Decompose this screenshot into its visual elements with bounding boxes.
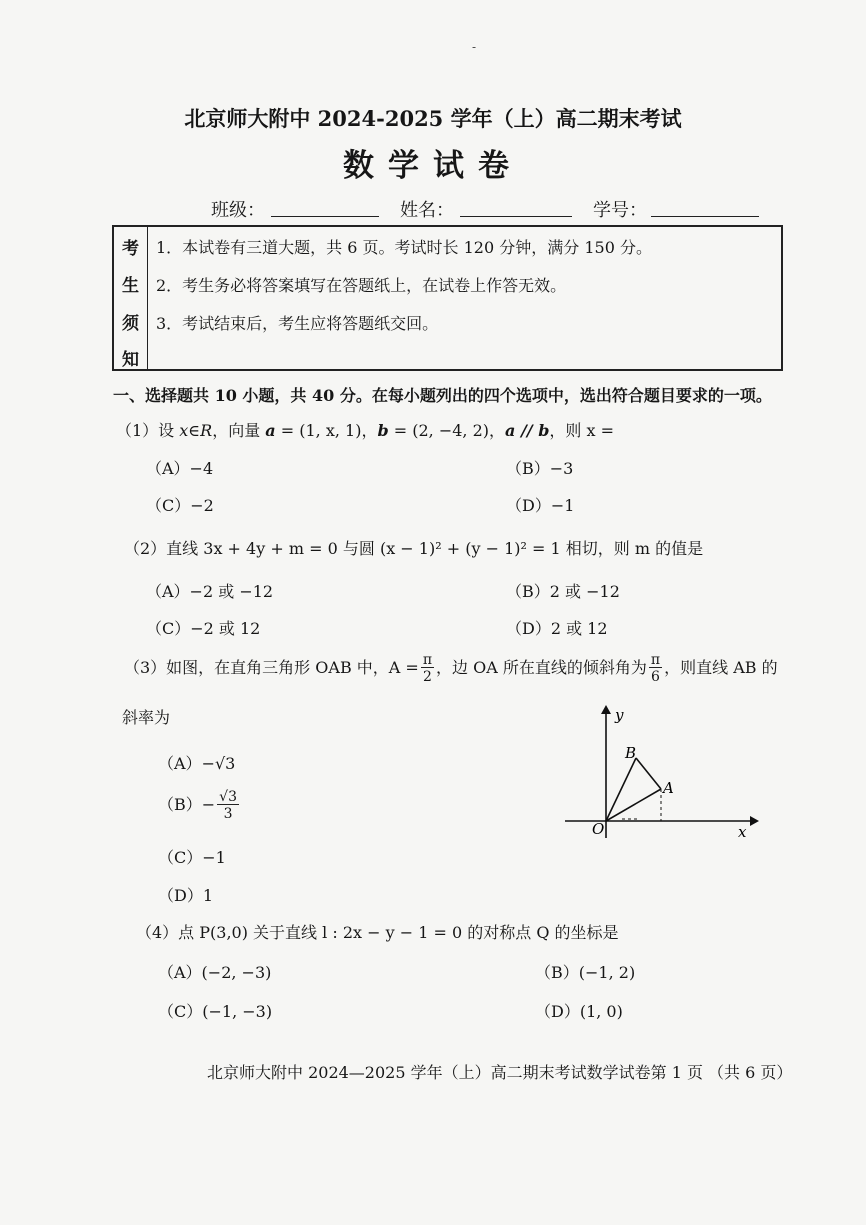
- section-heading: 一、选择题共 10 小题，共 40 分。在每小题列出的四个选项中，选出符合题目要求的一项。: [113, 386, 772, 405]
- question-1-option-a: （A）−4: [146, 459, 214, 478]
- question-4-stem: （4）点 P(3,0) 关于直线 l : 2x − y − 1 = 0 的对称点 Q 的坐标是: [136, 923, 619, 942]
- question-1-option-c: （C）−2: [146, 496, 214, 515]
- notice-heading-column: [114, 227, 148, 369]
- question-2-option-b: （B）2 或 −12: [506, 582, 620, 601]
- notice-heading-char: 生: [122, 276, 139, 296]
- question-3-option-d: （D）1: [158, 886, 214, 905]
- id-label: 学号：: [593, 200, 647, 221]
- question-3-stem-continued: 斜率为: [122, 708, 171, 727]
- question-4-option-c: （C）(−1, −3): [158, 1002, 273, 1021]
- name-blank: [460, 216, 572, 217]
- notice-heading-char: 考: [122, 239, 139, 259]
- y-axis-label: y: [615, 706, 624, 724]
- point-a-label: A: [663, 779, 674, 797]
- question-1-option-d: （D）−1: [506, 496, 575, 515]
- page-mark: -: [472, 40, 477, 54]
- notice-heading-char: 知: [122, 350, 139, 370]
- question-3-option-b: （B）− $\frac{√3}{3}$: [158, 789, 237, 822]
- question-2-option-c: （C）−2 或 12: [146, 619, 261, 638]
- x-axis-label: x: [738, 823, 747, 841]
- y-axis-arrow-icon: [601, 705, 611, 714]
- question-4-option-d: （D）(1, 0): [535, 1002, 623, 1021]
- question-2-stem: （2）直线 3x + 4y + m = 0 与圆 (x − 1)² + (y − 1)² = 1 相切，则 m 的值是: [124, 539, 704, 558]
- question-3-option-a: （A）−√3: [158, 754, 236, 773]
- segment-ab: [636, 758, 661, 789]
- school-exam-title: 北京师大附中 2024-2025 学年（上）高二期末考试: [184, 106, 682, 131]
- question-4-option-b: （B）(−1, 2): [535, 963, 636, 982]
- name-label: 姓名：: [400, 200, 454, 221]
- notice-item: 2．考生务必将答案填写在答题纸上，在试卷上作答无效。: [156, 276, 567, 295]
- paper-title: 数学试卷: [343, 148, 523, 184]
- notice-item: 1．本试卷有三道大题，共 6 页。考试时长 120 分钟，满分 150 分。: [156, 238, 652, 257]
- page-footer: 北京师大附中 2024—2025 学年（上）高二期末考试数学试卷第 1 页 （共 6 页）: [207, 1063, 793, 1082]
- question-3-stem: （3）如图，在直角三角形 OAB 中，A = $\frac{\pi}{2}$ ，边 OA 所在直线的倾斜角为 $\frac{\pi}{6}$ ，则直线 AB 的: [124, 652, 778, 685]
- origin-label: O: [592, 820, 605, 838]
- question-4-option-a: （A）(−2, −3): [158, 963, 272, 982]
- exam-notice-box: [112, 225, 783, 371]
- question-1-option-b: （B）−3: [506, 459, 574, 478]
- question-1-stem: （1）设 x∈R，向量 a = (1, x, 1)，b = (2, −4, 2)，a // b，则 x =: [116, 421, 615, 440]
- question-2-option-a: （A）−2 或 −12: [146, 582, 274, 601]
- notice-heading-char: 须: [122, 314, 139, 334]
- x-axis-arrow-icon: [750, 816, 759, 826]
- question-3-option-c: （C）−1: [158, 848, 226, 867]
- question-2-option-d: （D）2 或 12: [506, 619, 608, 638]
- question-3-figure: [560, 700, 760, 845]
- class-label: 班级：: [211, 200, 265, 221]
- notice-item: 3．考试结束后，考生应将答题纸交回。: [156, 314, 439, 333]
- id-blank: [651, 216, 759, 217]
- point-b-label: B: [625, 744, 637, 762]
- class-blank: [271, 216, 379, 217]
